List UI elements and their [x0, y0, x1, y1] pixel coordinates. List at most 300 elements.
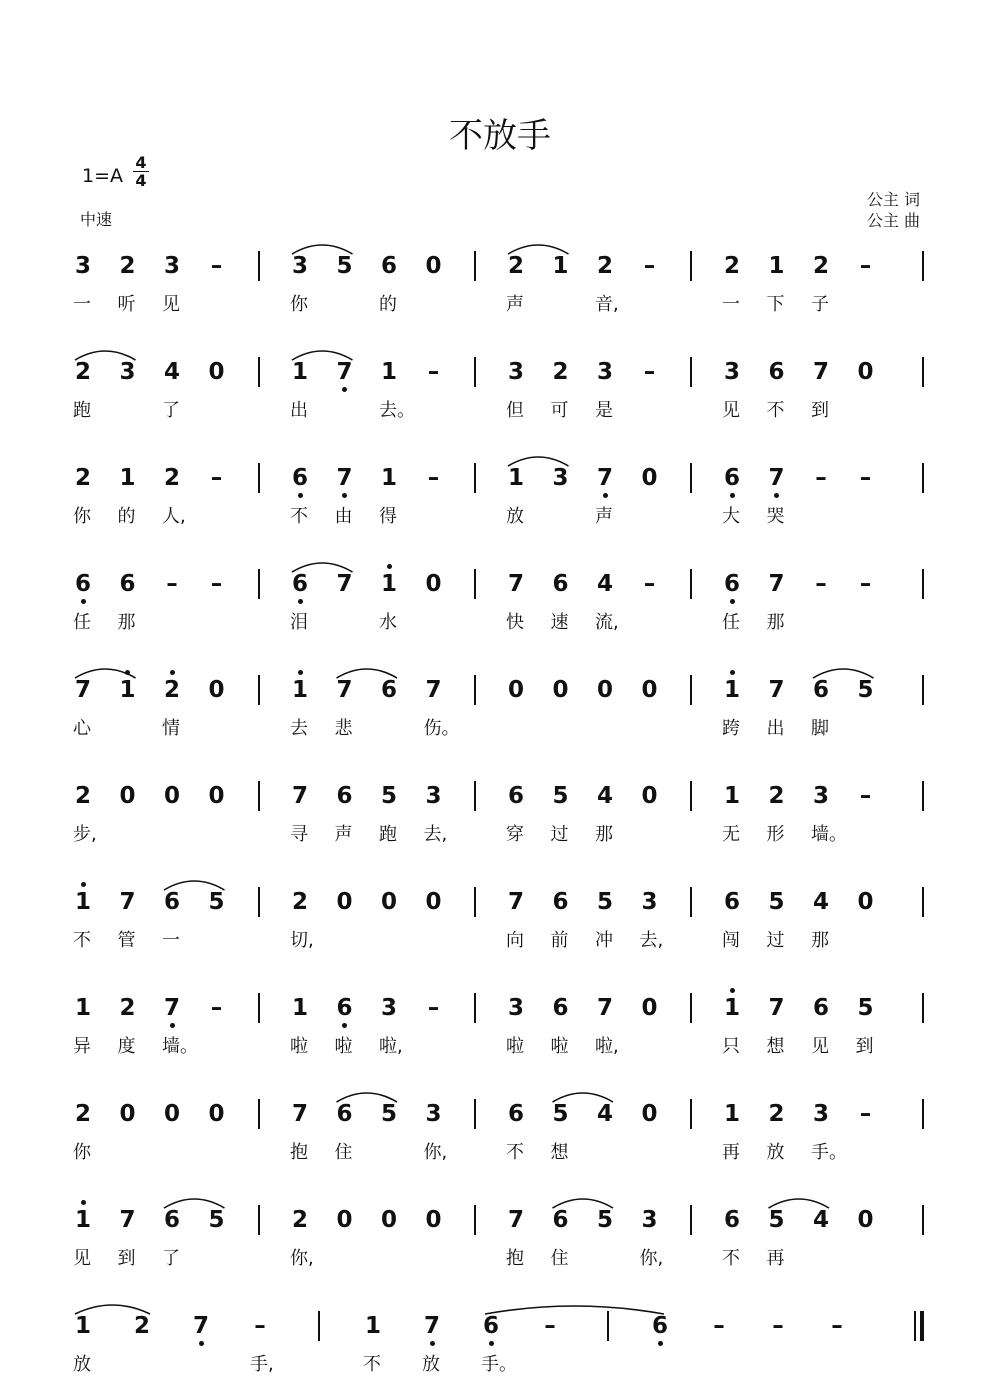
lyric-syllable: 不: [290, 506, 308, 527]
note: 6: [552, 995, 569, 1021]
barline: [258, 1099, 260, 1129]
barline: [474, 675, 476, 705]
octave-down-dot: [489, 1341, 494, 1346]
lyric-syllable: 下: [766, 294, 785, 315]
lyric-syllable: 你: [73, 506, 91, 527]
octave-down-dot: [430, 1341, 435, 1346]
octave-down-dot: [658, 1341, 663, 1346]
note: 3: [596, 359, 613, 385]
note: 7: [596, 465, 613, 491]
lyric-syllable: 伤。: [423, 718, 460, 739]
octave-up-dot: [730, 670, 735, 675]
note: 0: [208, 1101, 225, 1127]
note: 1: [291, 995, 308, 1021]
note: 0: [641, 465, 658, 491]
barline: [690, 1205, 692, 1235]
note: 2: [133, 1313, 150, 1339]
lyric-syllable: 不: [722, 1248, 740, 1269]
note: 2: [119, 995, 136, 1021]
barline: [258, 781, 260, 811]
barline: [690, 357, 692, 387]
lyric-syllable: 墙。: [811, 824, 847, 845]
lyric-syllable: 啦,: [379, 1036, 403, 1057]
lyric-syllable: 任: [73, 612, 91, 633]
lyric-syllable: 去: [290, 718, 308, 739]
barline: [474, 887, 476, 917]
note: 7: [291, 1101, 308, 1127]
barline: [922, 675, 924, 705]
lyric-syllable: 想: [766, 1036, 785, 1057]
note: 6: [380, 253, 397, 279]
lyric-syllable: 见: [811, 1036, 829, 1057]
lyric-syllable: 穿: [506, 824, 524, 845]
note: 5: [552, 783, 569, 809]
barline: [258, 569, 260, 599]
note: 5: [768, 889, 785, 915]
note: 6: [336, 1101, 353, 1127]
note: 7: [336, 571, 353, 597]
dash-note: –: [210, 571, 223, 597]
note: 5: [768, 1207, 785, 1233]
note: 3: [119, 359, 136, 385]
lyric-syllable: 放: [506, 506, 524, 527]
dash-note: –: [859, 253, 872, 279]
lyric-syllable: 脚: [811, 718, 829, 739]
barline: [258, 993, 260, 1023]
note: 3: [641, 1207, 658, 1233]
lyric-syllable: 音,: [595, 294, 619, 315]
lyric-syllable: 步,: [73, 824, 97, 845]
octave-down-dot: [81, 599, 86, 604]
octave-down-dot: [730, 599, 735, 604]
octave-up-dot: [81, 882, 86, 887]
note: 2: [768, 783, 785, 809]
lyric-syllable: 不: [506, 1142, 524, 1163]
note: 6: [380, 677, 397, 703]
lyric-syllable: 哭: [766, 506, 785, 527]
note: 0: [425, 571, 442, 597]
octave-down-dot: [342, 493, 347, 498]
lyric-syllable: 放: [422, 1354, 440, 1375]
note: 0: [425, 253, 442, 279]
note: 7: [336, 359, 353, 385]
dash-note: –: [713, 1313, 725, 1339]
dash-note: –: [643, 253, 656, 279]
note: 1: [364, 1313, 381, 1339]
lyric-syllable: 想: [550, 1142, 569, 1163]
octave-up-dot: [170, 670, 175, 675]
lyric-syllable: 快: [506, 612, 524, 633]
note: 2: [768, 1101, 785, 1127]
lyric-syllable: 听: [117, 294, 136, 315]
note: 2: [163, 677, 180, 703]
note: 3: [641, 889, 658, 915]
octave-up-dot: [125, 670, 130, 675]
note: 0: [425, 889, 442, 915]
lyric-syllable: 出: [766, 718, 785, 739]
note: 0: [641, 1101, 658, 1127]
lyric-syllable: 只: [722, 1036, 740, 1057]
note: 7: [336, 465, 353, 491]
lyric-syllable: 一: [722, 294, 740, 315]
lyric-syllable: 但: [506, 400, 524, 421]
note: 2: [507, 253, 524, 279]
dash-note: –: [643, 359, 656, 385]
note: 6: [812, 995, 829, 1021]
lyric-syllable: 手,: [250, 1354, 274, 1375]
lyric-syllable: 异: [73, 1036, 91, 1057]
note: 2: [119, 253, 136, 279]
dash-note: –: [859, 571, 872, 597]
key-signature: 1=A: [82, 165, 124, 187]
note: 1: [74, 1207, 91, 1233]
lyric-syllable: 声: [334, 824, 353, 845]
note: 7: [119, 1207, 136, 1233]
note: 3: [74, 253, 91, 279]
note: 0: [380, 889, 397, 915]
lyric-syllable: 见: [722, 400, 740, 421]
dash-note: –: [859, 1101, 872, 1127]
note: 2: [291, 889, 308, 915]
barline: [258, 887, 260, 917]
barline: [690, 569, 692, 599]
note: 6: [74, 571, 91, 597]
note: 6: [552, 1207, 569, 1233]
dash-note: –: [210, 465, 223, 491]
note: 5: [552, 1101, 569, 1127]
note: 0: [119, 783, 136, 809]
barline: [922, 1205, 924, 1235]
note: 0: [596, 677, 613, 703]
note: 4: [812, 889, 829, 915]
note: 0: [552, 677, 569, 703]
note: 0: [163, 1101, 180, 1127]
octave-up-dot: [81, 1200, 86, 1205]
lyric-syllable: 任: [722, 612, 740, 633]
note: 3: [552, 465, 569, 491]
octave-down-dot: [774, 493, 779, 498]
dash-note: –: [859, 783, 872, 809]
lyric-syllable: 放: [73, 1354, 91, 1375]
note: 6: [482, 1313, 499, 1339]
lyric-syllable: 子: [811, 294, 829, 315]
note: 5: [208, 1207, 225, 1233]
note: 1: [552, 253, 569, 279]
note: 1: [74, 889, 91, 915]
dash-note: –: [831, 1313, 843, 1339]
lyric-syllable: 一: [73, 294, 91, 315]
lyric-syllable: 管: [117, 930, 136, 951]
lyric-syllable: 不: [73, 930, 91, 951]
note: 4: [163, 359, 180, 385]
note: 1: [74, 995, 91, 1021]
barline: [474, 251, 476, 281]
barline: [474, 993, 476, 1023]
note: 3: [507, 359, 524, 385]
note: 1: [119, 677, 136, 703]
lyric-syllable: 啦,: [595, 1036, 619, 1057]
dash-note: –: [427, 995, 440, 1021]
barline: [607, 1311, 609, 1341]
lyric-syllable: 得: [379, 506, 397, 527]
note: 3: [425, 783, 442, 809]
lyric-syllable: 你,: [423, 1142, 448, 1163]
barline: [690, 1099, 692, 1129]
lyric-syllable: 那: [766, 612, 785, 633]
note: 6: [163, 1207, 180, 1233]
note: 0: [208, 359, 225, 385]
octave-down-dot: [342, 387, 347, 392]
lyric-syllable: 向: [506, 930, 524, 951]
note: 0: [208, 677, 225, 703]
note: 3: [812, 783, 829, 809]
note: 1: [723, 677, 740, 703]
note: 1: [380, 571, 397, 597]
barline: [922, 781, 924, 811]
lyric-syllable: 抱: [290, 1142, 308, 1163]
note: 3: [723, 359, 740, 385]
note: 0: [425, 1207, 442, 1233]
note: 1: [723, 783, 740, 809]
lyric-syllable: 住: [550, 1248, 569, 1269]
lyric-syllable: 不: [363, 1354, 381, 1375]
note: 2: [74, 465, 91, 491]
lyric-syllable: 出: [290, 400, 308, 421]
note: 4: [596, 1101, 613, 1127]
note: 7: [163, 995, 180, 1021]
note: 2: [291, 1207, 308, 1233]
note: 2: [812, 253, 829, 279]
note: 5: [380, 1101, 397, 1127]
barline: [690, 251, 692, 281]
dash-note: –: [772, 1313, 784, 1339]
lyric-syllable: 速: [550, 612, 569, 633]
note: 2: [163, 465, 180, 491]
lyric-syllable: 再: [722, 1142, 740, 1163]
lyric-syllable: 那: [117, 612, 136, 633]
song-title: 不放手: [449, 116, 551, 156]
lyric-syllable: 大: [722, 506, 740, 527]
note: 0: [857, 1207, 874, 1233]
note: 6: [768, 359, 785, 385]
note: 1: [723, 995, 740, 1021]
lyric-syllable: 去。: [379, 400, 415, 421]
dash-note: –: [815, 571, 827, 597]
note: 6: [723, 889, 740, 915]
final-barline-thin: [914, 1311, 916, 1341]
lyric-syllable: 的: [117, 506, 136, 527]
barline: [690, 463, 692, 493]
lyric-syllable: 可: [550, 400, 569, 421]
note: 1: [119, 465, 136, 491]
lyric-syllable: 到: [855, 1036, 874, 1057]
note: 2: [596, 253, 613, 279]
octave-down-dot: [170, 1023, 175, 1028]
note: 4: [812, 1207, 829, 1233]
note: 0: [641, 677, 658, 703]
note: 6: [723, 571, 740, 597]
lyric-syllable: 形: [766, 824, 785, 845]
dash-note: –: [254, 1313, 266, 1339]
note: 7: [507, 889, 524, 915]
lyric-syllable: 去,: [639, 930, 664, 951]
octave-down-dot: [342, 1023, 347, 1028]
lyricist-credit: 公主 词: [866, 190, 920, 209]
note: 7: [507, 571, 524, 597]
note: 3: [291, 253, 308, 279]
dash-note: –: [210, 995, 223, 1021]
note: 0: [336, 889, 353, 915]
note: 1: [74, 1313, 91, 1339]
note: 2: [74, 1101, 91, 1127]
note: 6: [507, 1101, 524, 1127]
octave-up-dot: [730, 988, 735, 993]
note: 7: [812, 359, 829, 385]
note: 0: [857, 359, 874, 385]
note: 7: [336, 677, 353, 703]
lyric-syllable: 了: [162, 400, 180, 421]
note: 0: [857, 889, 874, 915]
note: 3: [507, 995, 524, 1021]
note: 1: [291, 359, 308, 385]
barline: [258, 251, 260, 281]
lyric-syllable: 心: [73, 718, 91, 739]
note: 0: [641, 783, 658, 809]
note: 0: [641, 995, 658, 1021]
lyric-syllable: 手。: [811, 1142, 847, 1163]
lyric-syllable: 住: [334, 1142, 353, 1163]
dash-note: –: [859, 465, 872, 491]
lyric-syllable: 冲: [595, 930, 613, 951]
octave-down-dot: [298, 493, 303, 498]
note: 7: [768, 465, 785, 491]
note: 6: [336, 995, 353, 1021]
lyric-syllable: 抱: [506, 1248, 524, 1269]
lyric-syllable: 一: [162, 930, 180, 951]
barline: [474, 1205, 476, 1235]
note: 1: [723, 1101, 740, 1127]
octave-up-dot: [298, 670, 303, 675]
lyric-syllable: 墙。: [162, 1036, 198, 1057]
barline: [922, 569, 924, 599]
lyric-syllable: 悲: [334, 718, 353, 739]
note: 7: [507, 1207, 524, 1233]
note: 2: [723, 253, 740, 279]
note: 0: [380, 1207, 397, 1233]
barline: [690, 993, 692, 1023]
barline: [474, 463, 476, 493]
dash-note: –: [427, 359, 440, 385]
barline: [690, 781, 692, 811]
barline: [258, 1205, 260, 1235]
lyric-syllable: 手。: [481, 1354, 517, 1375]
note: 5: [208, 889, 225, 915]
note: 7: [74, 677, 91, 703]
lyric-syllable: 见: [73, 1248, 91, 1269]
lyric-syllable: 你: [73, 1142, 91, 1163]
lyric-syllable: 声: [595, 506, 613, 527]
lyric-syllable: 到: [811, 400, 829, 421]
note: 7: [291, 783, 308, 809]
note: 6: [119, 571, 136, 597]
lyric-syllable: 是: [595, 400, 613, 421]
lyric-syllable: 你,: [639, 1248, 664, 1269]
barline: [922, 251, 924, 281]
note: 5: [857, 995, 874, 1021]
lyric-syllable: 声: [506, 294, 524, 315]
note: 7: [768, 995, 785, 1021]
lyric-syllable: 水: [379, 612, 397, 633]
note: 6: [291, 571, 308, 597]
note: 4: [596, 783, 613, 809]
octave-up-dot: [387, 564, 392, 569]
lyric-syllable: 啦: [506, 1036, 524, 1057]
note: 7: [119, 889, 136, 915]
lyric-syllable: 啦: [334, 1036, 353, 1057]
barline: [318, 1311, 320, 1341]
barline: [922, 463, 924, 493]
note: 2: [74, 359, 91, 385]
note: 6: [723, 1207, 740, 1233]
lyric-syllable: 你: [290, 294, 308, 315]
barline: [474, 1099, 476, 1129]
tempo-marking: 中速: [80, 210, 113, 229]
lyric-syllable: 去,: [423, 824, 448, 845]
lyric-syllable: 泪: [290, 612, 308, 633]
lyric-syllable: 啦: [290, 1036, 308, 1057]
note: 2: [552, 359, 569, 385]
lyric-syllable: 见: [162, 294, 180, 315]
note: 1: [291, 677, 308, 703]
tie-long: [485, 1306, 664, 1314]
note: 3: [425, 1101, 442, 1127]
composer-credit: 公主 曲: [866, 211, 920, 230]
note: 1: [507, 465, 524, 491]
lyric-syllable: 闯: [722, 930, 740, 951]
note: 7: [768, 571, 785, 597]
octave-down-dot: [199, 1341, 204, 1346]
lyric-syllable: 你,: [290, 1248, 314, 1269]
note: 6: [552, 889, 569, 915]
note: 1: [380, 465, 397, 491]
lyric-syllable: 不: [766, 400, 785, 421]
note: 7: [425, 677, 442, 703]
octave-down-dot: [298, 599, 303, 604]
note: 6: [552, 571, 569, 597]
note: 1: [768, 253, 785, 279]
lyric-syllable: 跨: [722, 718, 740, 739]
note: 0: [163, 783, 180, 809]
lyric-syllable: 寻: [290, 824, 308, 845]
barline: [258, 675, 260, 705]
lyric-syllable: 流,: [595, 612, 619, 633]
note: 2: [74, 783, 91, 809]
note: 0: [336, 1207, 353, 1233]
dash-note: –: [427, 465, 440, 491]
note: 6: [507, 783, 524, 809]
barline: [474, 569, 476, 599]
dash-note: –: [210, 253, 223, 279]
lyric-syllable: 无: [722, 824, 740, 845]
note: 3: [380, 995, 397, 1021]
lyric-syllable: 人,: [162, 506, 186, 527]
lyric-syllable: 再: [766, 1248, 785, 1269]
barline: [258, 357, 260, 387]
lyric-syllable: 那: [595, 824, 613, 845]
octave-down-dot: [603, 493, 608, 498]
lyric-syllable: 度: [117, 1036, 136, 1057]
barline: [922, 357, 924, 387]
